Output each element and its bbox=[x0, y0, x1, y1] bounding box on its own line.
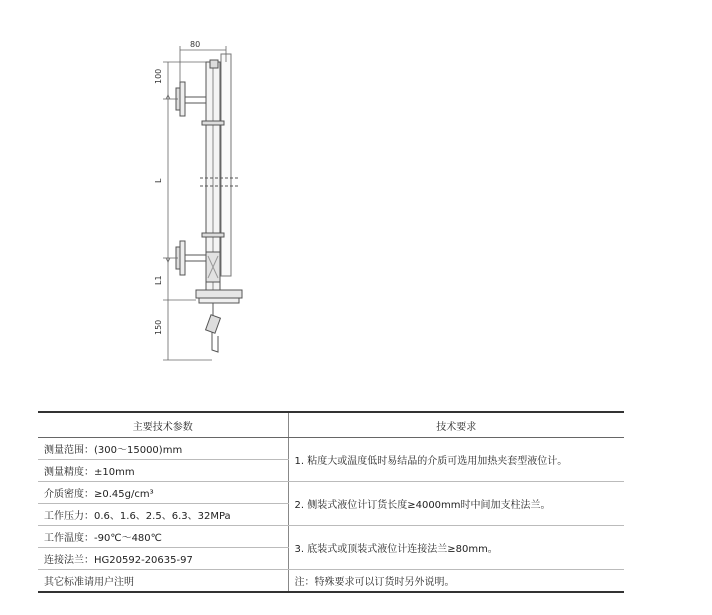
param-flange: 连接法兰：HG20592-20635-97 bbox=[38, 548, 288, 570]
top-flange bbox=[180, 82, 185, 116]
dim-top-label: 100 bbox=[154, 68, 163, 84]
support-clamp-2 bbox=[202, 233, 224, 237]
requirement-1: 1. 粘度大或温度低时易结晶的介质可选用加热夹套型液位计。 bbox=[288, 438, 624, 482]
param-density: 介质密度：≥0.45g/cm³ bbox=[38, 482, 288, 504]
table-row bbox=[38, 438, 624, 460]
spec-table bbox=[38, 411, 624, 593]
dim-length-label: L bbox=[154, 178, 163, 183]
dim-bottom-label: 150 bbox=[154, 319, 163, 335]
requirement-3: 3. 底装式或顶装式液位计连接法兰≥80mm。 bbox=[288, 526, 624, 570]
drain-valve bbox=[206, 315, 221, 333]
indicator-plate bbox=[221, 54, 231, 276]
support-clamp-1 bbox=[202, 121, 224, 125]
requirement-2: 2. 侧装式液位计订货长度≥4000mm时中间加支柱法兰。 bbox=[288, 482, 624, 526]
bottom-flange bbox=[180, 241, 185, 275]
params-header: 主要技术参数 bbox=[38, 412, 288, 438]
table-row bbox=[38, 570, 624, 593]
param-other: 其它标准请用户注明 bbox=[38, 570, 288, 593]
param-temperature: 工作温度：-90℃～480℃ bbox=[38, 526, 288, 548]
dim-width-label: 80 bbox=[190, 40, 201, 49]
param-pressure: 工作压力：0.6、1.6、2.5、6.3、32MPa bbox=[38, 504, 288, 526]
requirements-header: 技术要求 bbox=[288, 412, 624, 438]
param-accuracy: 测量精度：±10mm bbox=[38, 460, 288, 482]
table-header-row bbox=[38, 412, 624, 438]
dim-bottom-offset-label: L1 bbox=[154, 275, 163, 285]
requirement-note: 注：特殊要求可以订货时另外说明。 bbox=[288, 570, 624, 593]
param-range: 测量范围：(300～15000)mm bbox=[38, 438, 288, 460]
table-row bbox=[38, 526, 624, 548]
vent-cap bbox=[210, 60, 218, 68]
base-flange bbox=[196, 290, 242, 298]
table-row bbox=[38, 482, 624, 504]
